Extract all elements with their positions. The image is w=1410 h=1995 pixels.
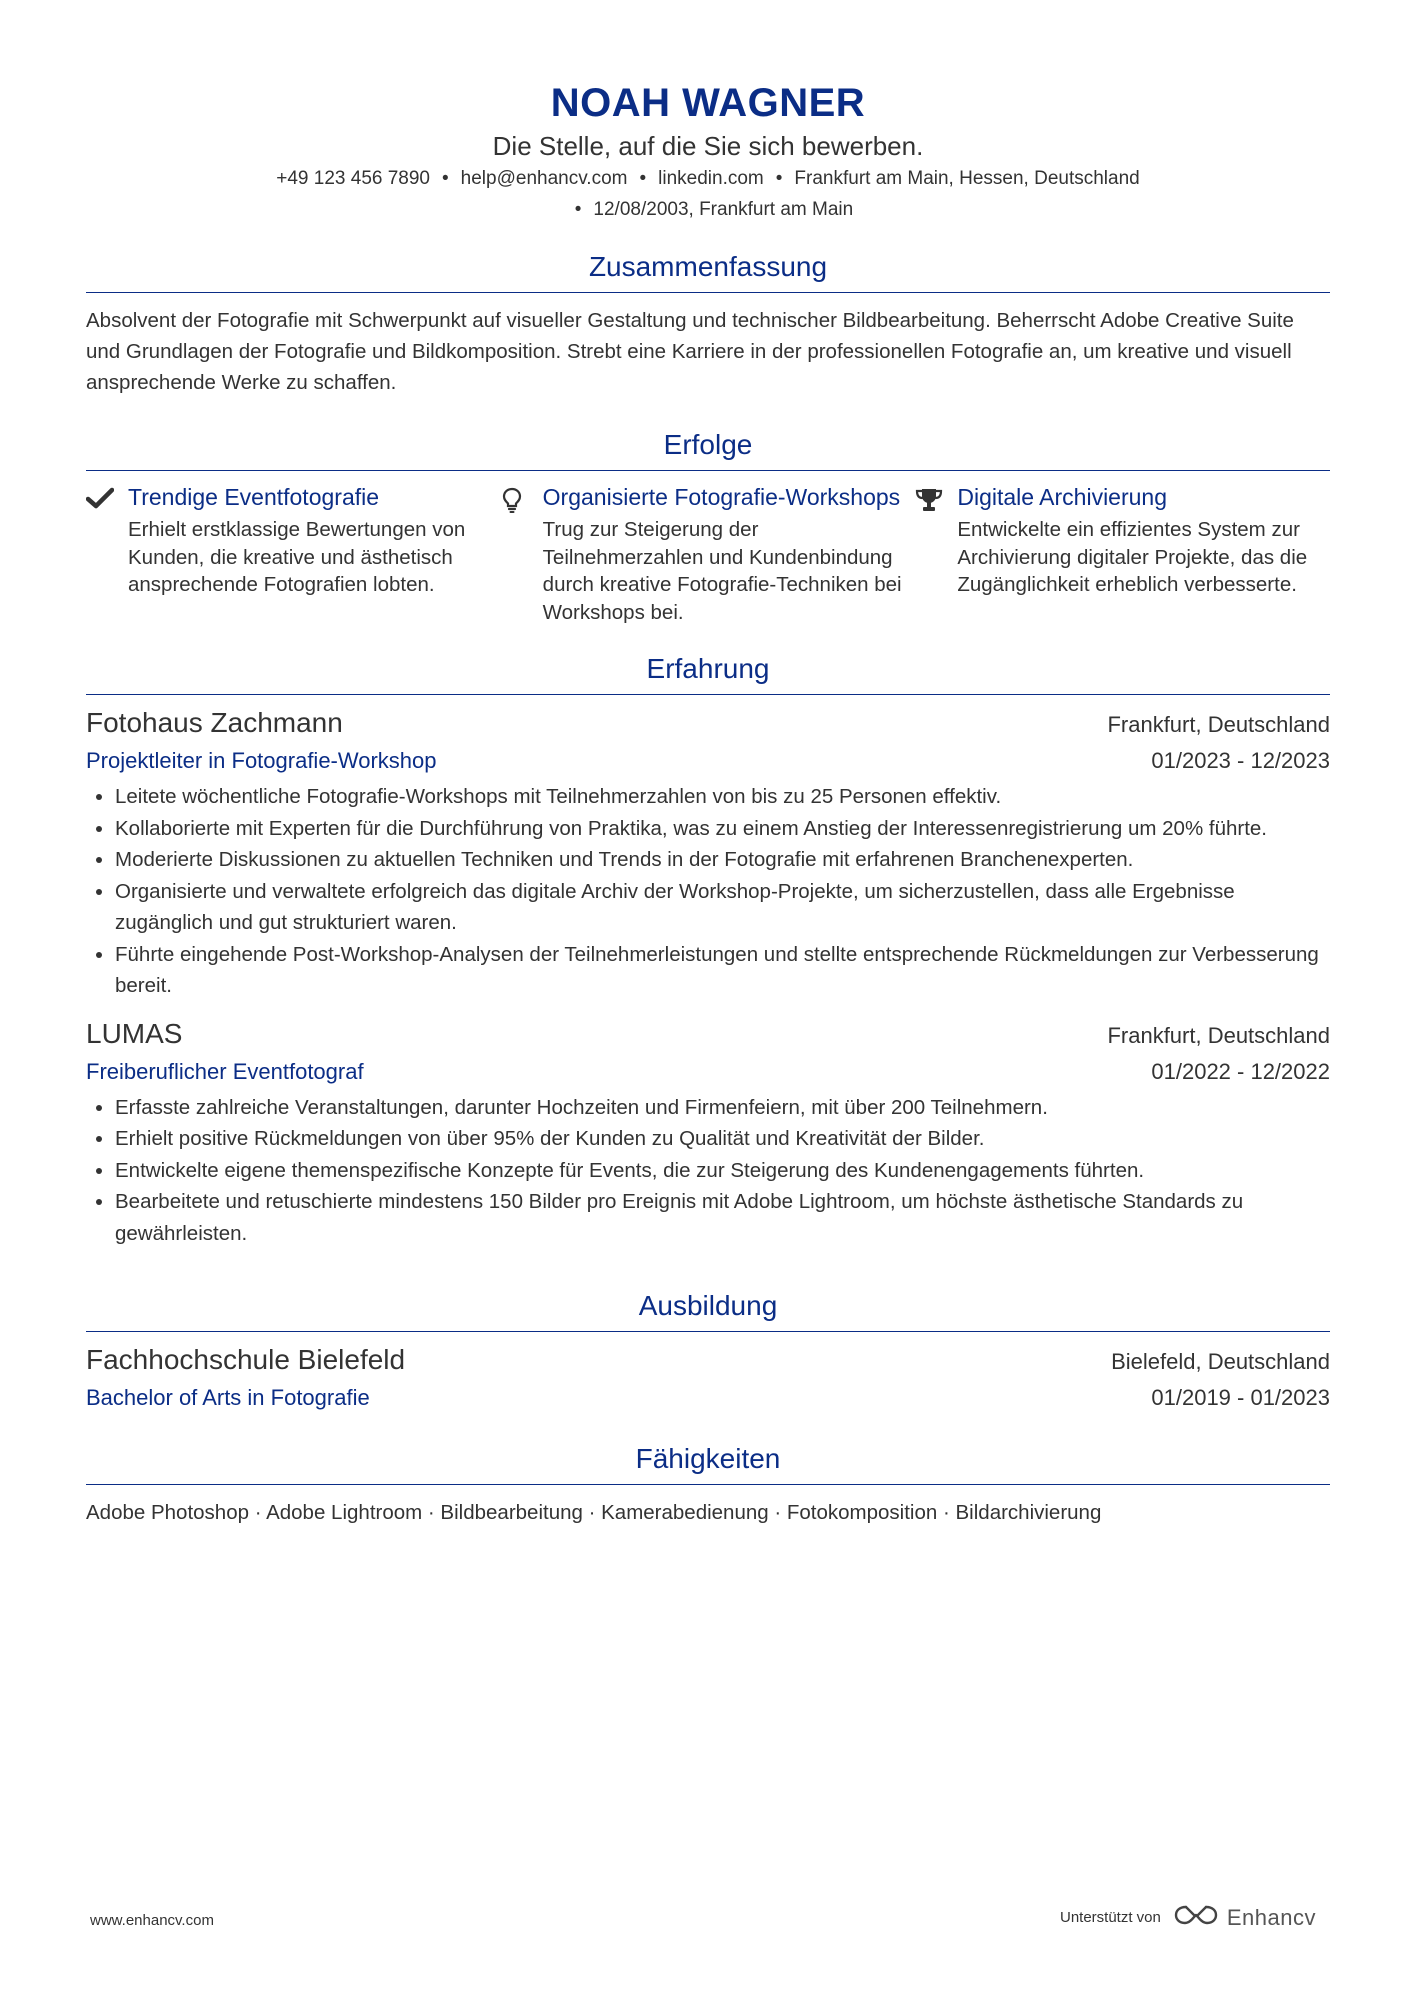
separator: • [639, 168, 647, 189]
section-title-skills: Fähigkeiten [86, 1442, 1330, 1485]
list-item: • Erfasste zahlreiche Veranstaltungen, darunter Hochzeiten und Firmenfeiern, mit über 200 Teilnehmern. [115, 1092, 1330, 1124]
achievement-item [501, 483, 916, 626]
summary-section [86, 250, 1330, 398]
achievement-title: Digitale Archivierung [957, 484, 1168, 510]
list-item: • Leitete wöchentliche Fotografie-Workshops mit Teilnehmerzahlen von bis zu 25 Personen effektiv. [115, 781, 1330, 813]
achievement-item [915, 483, 1330, 626]
email-link[interactable]: help@enhancv.com [460, 168, 628, 189]
job-entry [86, 1016, 1330, 1250]
job-location: Frankfurt, Deutschland [1107, 1022, 1330, 1048]
school-name: Fachhochschule Bielefeld [86, 1344, 406, 1375]
separator: • [442, 168, 449, 189]
section-title-education: Ausbildung [86, 1289, 1330, 1332]
section-title-summary: Zusammenfassung [86, 250, 1330, 293]
list-item: • Führte eingehende Post-Workshop-Analysen der Teilnehmerleistungen und stellte entsprechende Rückmeldungen zur Verbesserung bereit. [115, 939, 1330, 1002]
list-item: • Kollaborierte mit Experten für die Durchführung von Praktika, was zu einem Anstieg der Interessenregistrierung um 20% führte. [115, 813, 1330, 845]
education-entry [86, 1342, 1330, 1414]
company-name: LUMAS [86, 1017, 183, 1049]
achievement-desc: Trug zur Steigerung der Teilnehmerzahlen und Kundenbindung durch kreative Fotografie-Techniken bei Workshops bei. [542, 518, 902, 624]
footer-branding [1060, 1903, 1316, 1932]
list-item: • Moderierte Diskussionen zu aktuellen Techniken und Trends in der Fotografie mit erfahrenen Branchenexperten. [115, 844, 1330, 876]
job-entry [86, 705, 1330, 1002]
contact-line [86, 164, 1330, 193]
job-title: Die Stelle, auf die Sie sich bewerben. [492, 131, 924, 161]
skills-section [86, 1442, 1330, 1528]
education-dates: 01/2019 - 01/2023 [1151, 1385, 1330, 1410]
linkedin-link[interactable]: linkedin.com [658, 168, 764, 189]
list-item: • Entwickelte eigene themenspezifische Konzepte für Events, die zur Steigerung des Kundenengagements führten. [115, 1155, 1330, 1187]
company-name: Fotohaus Zachmann [86, 707, 343, 738]
job-dates: 01/2023 - 12/2023 [1151, 748, 1330, 773]
phone: +49 123 456 7890 [276, 168, 431, 189]
job-bullets [86, 1092, 1330, 1250]
birth-date: 12/08/2003, Frankfurt am Main [593, 199, 854, 220]
separator: • [775, 168, 783, 189]
achievement-item [86, 483, 501, 626]
education-section [86, 1289, 1330, 1414]
trophy-icon [915, 483, 957, 626]
achievements-section [86, 428, 1330, 626]
lightbulb-icon [501, 483, 543, 626]
enhancv-brand: Enhancv [1226, 1904, 1316, 1930]
resume-page [86, 0, 1330, 1528]
list-item: • Erhielt positive Rückmeldungen von über 95% der Kunden zu Qualität und Kreativität der Bilder. [115, 1123, 1330, 1155]
summary-text: Absolvent der Fotografie mit Schwerpunkt auf visueller Gestaltung und technischer Bildbearbeitung. Beherrscht Adobe Creative Suite und Grundlagen der Fotografie und Bildkomposition. Strebt eine Karriere in der professionellen Fotografie an, um kreative und visuell ansprechende Werke zu schaffen. [86, 309, 1294, 394]
skills-list: Adobe Photoshop · Adobe Lightroom · Bildbearbeitung · Kamerabedienung · Fotokomposition · Bildarchivierung [86, 1501, 1102, 1524]
achievement-title: Organisierte Fotografie-Workshops [542, 484, 901, 510]
job-role: Projektleiter in Fotografie-Workshop [86, 748, 437, 773]
check-icon [86, 483, 128, 626]
location: Frankfurt am Main, Hessen, Deutschland [794, 168, 1140, 189]
job-role: Freiberuflicher Eventfotograf [86, 1058, 364, 1084]
powered-by-label: Unterstützt von [1059, 1909, 1161, 1926]
section-title-achievements: Erfolge [86, 428, 1330, 471]
achievement-desc: Entwickelte ein effizientes System zur Archivierung digitaler Projekte, das die Zugänglichkeit erheblich verbesserte. [957, 518, 1308, 596]
separator: • [574, 199, 582, 220]
degree: Bachelor of Arts in Fotografie [86, 1385, 370, 1410]
experience-section [86, 652, 1330, 1249]
job-bullets [86, 781, 1330, 1002]
candidate-name: NOAH WAGNER [550, 81, 866, 125]
birth-line [86, 195, 1330, 224]
job-dates: 01/2022 - 12/2022 [1151, 1058, 1330, 1084]
enhancv-logo-icon [1173, 1903, 1219, 1932]
list-item: • Bearbeitete und retuschierte mindestens 150 Bilder pro Ereignis mit Adobe Lightroom, um höchste ästhetische Standards zu gewährleisten. [115, 1186, 1330, 1249]
footer-website-link[interactable]: www.enhancv.com [90, 1912, 214, 1929]
job-location: Frankfurt, Deutschland [1107, 712, 1330, 737]
achievement-title: Trendige Eventfotografie [128, 484, 380, 510]
section-title-experience: Erfahrung [86, 652, 1330, 695]
list-item: • Organisierte und verwaltete erfolgreich das digitale Archiv der Workshop-Projekte, um sicherzustellen, dass alle Ergebnisse zugänglich und gut strukturiert waren. [115, 876, 1330, 939]
school-location: Bielefeld, Deutschland [1111, 1349, 1330, 1374]
achievement-desc: Erhielt erstklassige Bewertungen von Kunden, die kreative und ästhetisch ansprechende Fotografien lobten. [128, 518, 466, 596]
